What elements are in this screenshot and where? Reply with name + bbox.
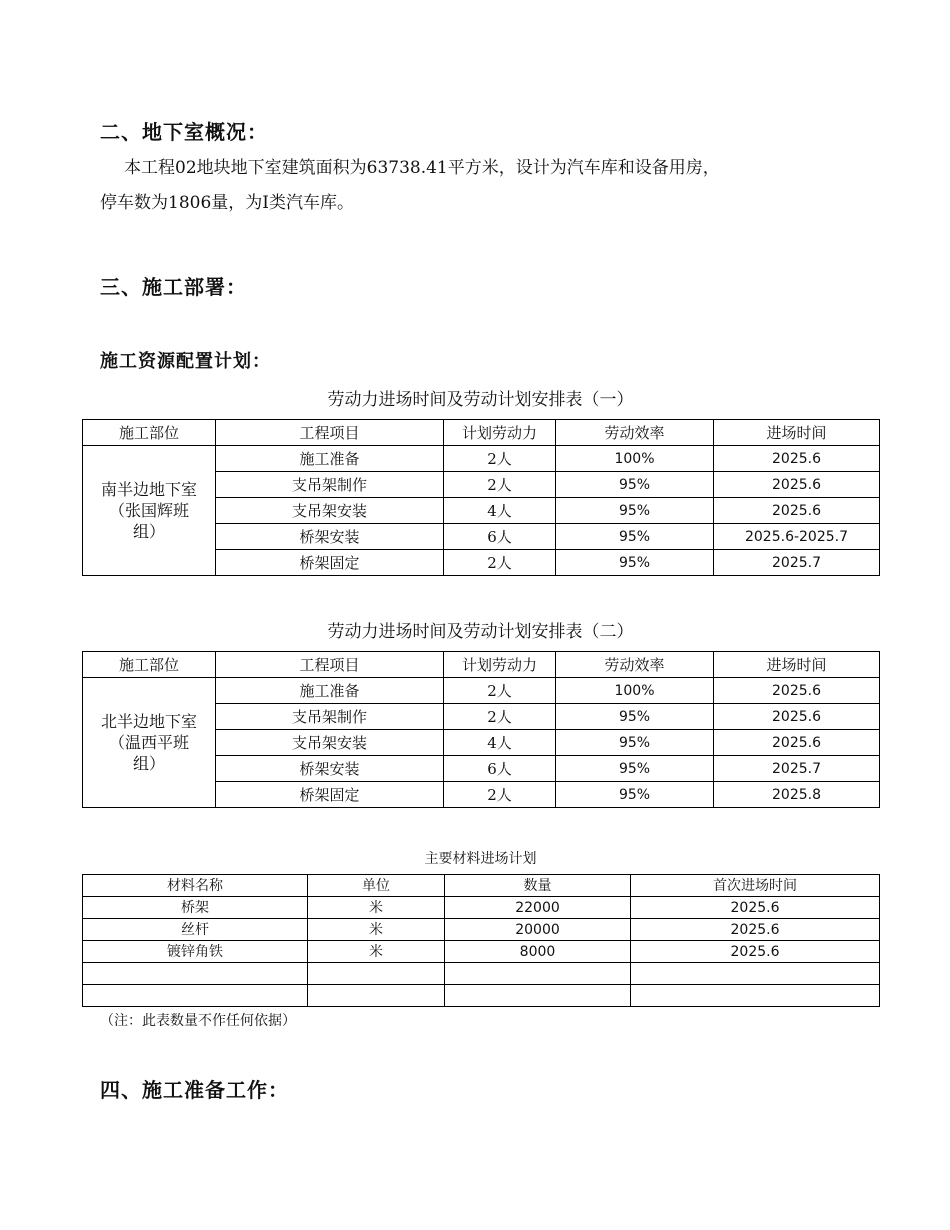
group-line: 组）: [132, 754, 165, 773]
table-header-row: [83, 875, 880, 897]
group-line: 北半边地下室: [100, 712, 197, 731]
date-cell: 2025.6-2025.7: [714, 524, 880, 550]
header-cell: 材料名称: [83, 875, 308, 897]
efficiency-cell: 95%: [556, 524, 714, 550]
efficiency-cell: 100%: [556, 678, 714, 704]
labor-cell: 6人: [444, 524, 556, 550]
date-cell: 2025.8: [714, 782, 880, 808]
table-header-row: [83, 652, 880, 678]
overview-paragraph-line-2: 停车数为1806量，为Ⅰ类汽车库。: [100, 193, 354, 213]
overview-paragraph-line-1: 本工程02地块地下室建筑面积为63738.41平方米，设计为汽车库和设备用房，: [124, 158, 720, 178]
efficiency-cell: 95%: [556, 550, 714, 576]
table-row: [83, 897, 880, 919]
header-cell: 施工部位: [83, 420, 216, 446]
date-cell: 2025.6: [714, 472, 880, 498]
section-heading-construction-deployment: 三、施工部署：: [100, 275, 247, 299]
table-row: [83, 919, 880, 941]
date-cell: 2025.6: [631, 919, 880, 941]
table-row: [83, 678, 880, 704]
date-cell: 2025.6: [714, 704, 880, 730]
header-cell: 施工部位: [83, 652, 216, 678]
item-cell: 支吊架制作: [216, 704, 444, 730]
date-cell: 2025.6: [631, 941, 880, 963]
quantity-cell: 22000: [445, 897, 631, 919]
date-cell: 2025.6: [714, 498, 880, 524]
labor-cell: 2人: [444, 782, 556, 808]
efficiency-cell: 95%: [556, 756, 714, 782]
material-name-cell: 镀锌角铁: [83, 941, 308, 963]
labor-cell: 4人: [444, 498, 556, 524]
labor-cell: 2人: [444, 472, 556, 498]
header-cell: 劳动效率: [556, 652, 714, 678]
labor-cell: 2人: [444, 704, 556, 730]
item-cell: 桥架安装: [216, 756, 444, 782]
table2-caption: 劳动力进场时间及劳动计划安排表（二）: [327, 622, 634, 642]
efficiency-cell: 95%: [556, 498, 714, 524]
date-cell: 2025.6: [714, 678, 880, 704]
item-cell: 支吊架安装: [216, 498, 444, 524]
quantity-cell: 8000: [445, 941, 631, 963]
unit-cell: 米: [308, 941, 445, 963]
group-cell: [83, 446, 216, 576]
group-line: 组）: [132, 522, 165, 541]
header-cell: 单位: [308, 875, 445, 897]
section-heading-construction-preparation: 四、施工准备工作：: [100, 1078, 289, 1102]
efficiency-cell: 95%: [556, 782, 714, 808]
materials-plan-table: [82, 874, 880, 1007]
table-row: [83, 446, 880, 472]
table-header-row: [83, 420, 880, 446]
item-cell: 桥架安装: [216, 524, 444, 550]
group-line: （张国辉班: [108, 501, 189, 520]
unit-cell: 米: [308, 897, 445, 919]
unit-cell: 米: [308, 919, 445, 941]
table3-caption: 主要材料进场计划: [424, 851, 537, 867]
header-cell: 劳动效率: [556, 420, 714, 446]
item-cell: 施工准备: [216, 678, 444, 704]
item-cell: 桥架固定: [216, 782, 444, 808]
item-cell: 桥架固定: [216, 550, 444, 576]
material-name-cell: 桥架: [83, 897, 308, 919]
item-cell: 支吊架制作: [216, 472, 444, 498]
table3-note: （注：此表数量不作任何依据）: [100, 1013, 296, 1029]
table-row-empty: [83, 963, 880, 985]
header-cell: 进场时间: [714, 652, 880, 678]
date-cell: 2025.6: [631, 897, 880, 919]
efficiency-cell: 95%: [556, 472, 714, 498]
header-cell: 计划劳动力: [444, 420, 556, 446]
labor-cell: 6人: [444, 756, 556, 782]
date-cell: 2025.7: [714, 550, 880, 576]
material-name-cell: 丝杆: [83, 919, 308, 941]
section-heading-basement-overview: 二、地下室概况：: [100, 120, 268, 144]
labor-cell: 2人: [444, 678, 556, 704]
quantity-cell: 20000: [445, 919, 631, 941]
date-cell: 2025.6: [714, 730, 880, 756]
header-cell: 工程项目: [216, 652, 444, 678]
header-cell: 计划劳动力: [444, 652, 556, 678]
efficiency-cell: 100%: [556, 446, 714, 472]
labor-cell: 4人: [444, 730, 556, 756]
labor-cell: 2人: [444, 446, 556, 472]
labor-cell: 2人: [444, 550, 556, 576]
item-cell: 施工准备: [216, 446, 444, 472]
subheading-resource-plan: 施工资源配置计划：: [100, 351, 271, 372]
group-line: 南半边地下室: [100, 480, 197, 499]
date-cell: 2025.7: [714, 756, 880, 782]
table1-caption: 劳动力进场时间及劳动计划安排表（一）: [327, 390, 634, 410]
group-cell: [83, 678, 216, 808]
header-cell: 工程项目: [216, 420, 444, 446]
header-cell: 进场时间: [714, 420, 880, 446]
header-cell: 数量: [445, 875, 631, 897]
table-row-empty: [83, 985, 880, 1007]
efficiency-cell: 95%: [556, 704, 714, 730]
header-cell: 首次进场时间: [631, 875, 880, 897]
date-cell: 2025.6: [714, 446, 880, 472]
efficiency-cell: 95%: [556, 730, 714, 756]
group-line: （温西平班: [108, 733, 189, 752]
labor-plan-table-2: [82, 651, 880, 808]
labor-plan-table-1: [82, 419, 880, 576]
table-row: [83, 941, 880, 963]
item-cell: 支吊架安装: [216, 730, 444, 756]
